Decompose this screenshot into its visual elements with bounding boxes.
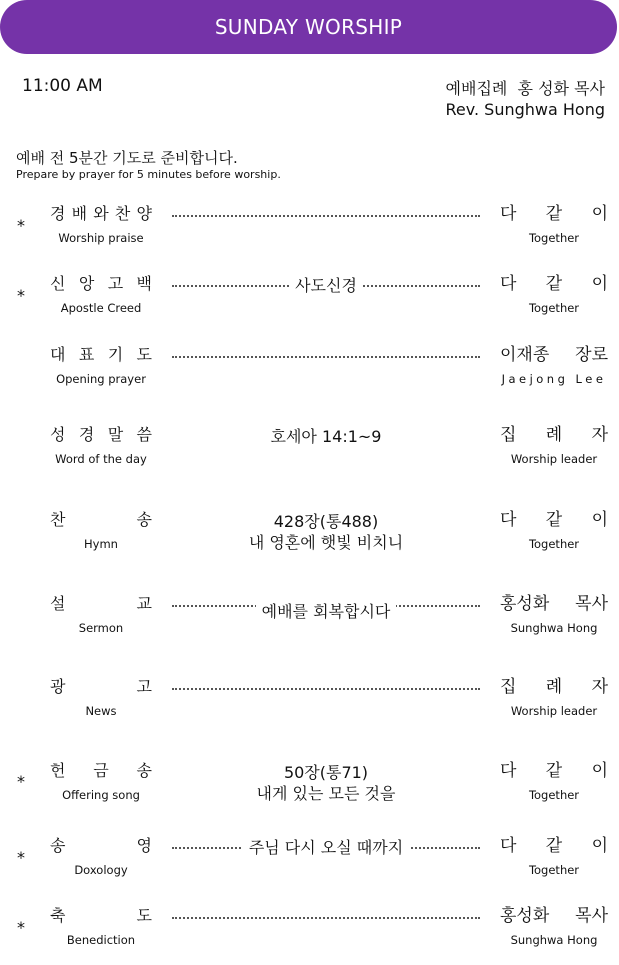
item-title-char: 송 <box>136 510 152 529</box>
item-leader-part: 같 <box>545 274 563 294</box>
item-leader <box>500 509 608 551</box>
item-title-ko <box>50 905 152 927</box>
item-title-ko <box>50 203 152 225</box>
item-content-text <box>172 426 480 447</box>
item-leader <box>500 676 608 718</box>
item-leader-part: 목사 <box>575 906 608 926</box>
item-leader-ko <box>500 760 608 782</box>
dotted-leader <box>172 215 480 217</box>
item-leader-part: 같 <box>545 510 563 530</box>
item-content <box>172 344 480 398</box>
item-title-en: Doxology <box>74 863 128 877</box>
item-title-en: News <box>85 704 117 718</box>
prayer-notice <box>16 148 281 182</box>
item-title-char: 대 <box>50 345 66 364</box>
item-leader <box>500 593 608 635</box>
item-title-char: 말 <box>107 425 124 444</box>
item-title-char: 고 <box>136 677 152 696</box>
item-content <box>172 273 480 327</box>
required-stand-marker: * <box>17 918 25 937</box>
item-title <box>50 424 152 466</box>
item-leader-part: 자 <box>591 677 608 697</box>
item-title-char: 광 <box>50 677 66 696</box>
item-title-char: 앙 <box>78 274 95 293</box>
item-title-char: 축 <box>50 906 66 925</box>
item-leader-part: 이 <box>591 510 608 530</box>
item-leader-en: Together <box>528 863 580 877</box>
item-leader <box>500 905 608 947</box>
item-title <box>50 273 152 315</box>
item-content-text <box>172 275 480 296</box>
item-title-en: Offering song <box>62 788 140 802</box>
item-title-char: 교 <box>136 594 152 613</box>
order-item <box>0 273 619 333</box>
item-title <box>50 905 152 947</box>
item-leader-part: 같 <box>545 761 563 781</box>
item-leader-ko <box>500 344 608 366</box>
item-content <box>172 676 480 730</box>
item-content-text <box>172 511 480 553</box>
item-leader-part: 례 <box>545 425 563 445</box>
item-leader-part: 홍성화 <box>500 594 550 614</box>
item-leader-ko <box>500 509 608 531</box>
required-stand-marker: * <box>17 772 25 791</box>
item-leader-en: Together <box>528 788 580 802</box>
order-item <box>0 835 619 895</box>
item-title-char: 기 <box>107 345 124 364</box>
item-leader-ko <box>500 905 608 927</box>
item-content-label: 사도신경 <box>289 276 363 295</box>
item-content-text <box>172 601 480 622</box>
item-title <box>50 593 152 635</box>
item-title-char: 씀 <box>136 425 152 444</box>
order-item <box>0 676 619 736</box>
item-content-text <box>172 762 480 804</box>
item-leader-part: 장로 <box>575 345 608 365</box>
item-title-en: Sermon <box>78 621 124 635</box>
item-title-ko <box>50 676 152 698</box>
required-stand-marker: * <box>17 286 25 305</box>
item-title-char: 영 <box>136 836 152 855</box>
item-leader-en: Together <box>528 231 580 245</box>
item-content-line: 428장(통488) <box>273 512 379 531</box>
item-title-ko <box>50 760 152 782</box>
item-leader-part: 이 <box>591 274 608 294</box>
item-content <box>172 509 480 563</box>
item-leader-en: Sunghwa Hong <box>510 621 598 635</box>
item-content-label: 호세아 14:1~9 <box>265 427 388 446</box>
item-title-char: 경 <box>78 425 95 444</box>
header-banner <box>0 0 617 54</box>
item-leader-part: 다 <box>500 204 517 224</box>
dotted-leader <box>172 356 480 358</box>
item-leader-part: 이 <box>591 204 608 224</box>
presider-ko: 예배집례 홍 성화 목사 <box>445 79 605 98</box>
required-stand-marker: * <box>17 216 25 235</box>
item-content <box>172 835 480 889</box>
item-leader-en: Sunghwa Hong <box>510 933 598 947</box>
dotted-leader <box>172 688 480 690</box>
item-leader-ko <box>500 835 608 857</box>
item-title-char: 배 <box>71 204 88 223</box>
item-title-en: Worship praise <box>58 231 144 245</box>
order-item <box>0 509 619 569</box>
item-content <box>172 593 480 647</box>
item-title <box>50 344 152 386</box>
item-title-en: Hymn <box>84 537 118 551</box>
item-leader-part: 다 <box>500 761 517 781</box>
item-leader <box>500 760 608 802</box>
order-item <box>0 905 619 965</box>
item-title-char: 송 <box>136 761 152 780</box>
item-title-en: Word of the day <box>55 452 147 466</box>
item-title-char: 설 <box>50 594 66 613</box>
item-title-ko <box>50 593 152 615</box>
item-leader-part: 목사 <box>575 594 608 614</box>
item-title-char: 금 <box>93 761 109 780</box>
item-title-char: 신 <box>50 274 66 293</box>
item-leader-part: 같 <box>545 836 563 856</box>
item-title-char: 양 <box>136 204 152 223</box>
item-title <box>50 760 152 802</box>
item-leader-part: 집 <box>500 677 517 697</box>
item-title-ko <box>50 835 152 857</box>
item-content-line: 50장(통71) <box>283 763 369 782</box>
item-title-en: Apostle Creed <box>60 301 142 315</box>
item-title-char: 찬 <box>114 204 131 223</box>
item-title-char: 도 <box>136 345 152 364</box>
item-title-char: 헌 <box>50 761 66 780</box>
item-leader <box>500 344 608 386</box>
item-title-char: 표 <box>78 345 95 364</box>
item-leader-ko <box>500 424 608 446</box>
header-title: SUNDAY WORSHIP <box>214 15 403 39</box>
item-title-en: Opening prayer <box>56 372 146 386</box>
item-leader-en: Jaejong Lee <box>501 372 607 386</box>
item-leader-en: Worship leader <box>510 452 598 466</box>
item-title-ko <box>50 509 152 531</box>
item-leader <box>500 835 608 877</box>
item-leader-ko <box>500 203 608 225</box>
item-title-ko <box>50 424 152 446</box>
item-leader-part: 다 <box>500 510 517 530</box>
item-leader-part: 집 <box>500 425 517 445</box>
item-content <box>172 203 480 257</box>
item-content-line: 내 영혼에 햇빛 비치니 <box>248 533 404 552</box>
order-item <box>0 760 619 820</box>
item-leader <box>500 203 608 245</box>
item-title <box>50 203 152 245</box>
notice-ko: 예배 전 5분간 기도로 준비합니다. <box>16 149 238 167</box>
service-time: 11:00 AM <box>22 76 103 96</box>
item-leader <box>500 273 608 315</box>
item-title-char: 찬 <box>50 510 66 529</box>
item-title-en: Benediction <box>66 933 136 947</box>
item-content <box>172 905 480 959</box>
item-title-ko <box>50 344 152 366</box>
presider-block <box>446 78 605 120</box>
item-leader-ko <box>500 273 608 295</box>
order-item <box>0 203 619 263</box>
order-item <box>0 593 619 653</box>
presider-en: Rev. Sunghwa Hong <box>445 100 605 119</box>
item-content <box>172 424 480 478</box>
item-title-char: 와 <box>93 204 109 223</box>
item-leader-ko <box>500 676 608 698</box>
item-content-label: 주님 다시 오실 때까지 <box>243 838 409 857</box>
item-leader-part: 례 <box>545 677 563 697</box>
item-leader-part: 이재종 <box>500 345 550 365</box>
order-item <box>0 424 619 484</box>
item-content-label: 예배를 회복합시다 <box>256 602 397 621</box>
item-content-line: 내게 있는 모든 것을 <box>256 784 396 803</box>
item-title-ko <box>50 273 152 295</box>
notice-en: Prepare by prayer for 5 minutes before worship. <box>16 168 281 181</box>
item-leader-en: Together <box>528 537 580 551</box>
item-leader-part: 이 <box>591 836 608 856</box>
item-title-char: 성 <box>50 425 66 444</box>
item-title <box>50 676 152 718</box>
item-leader-part: 같 <box>545 204 563 224</box>
item-leader-en: Worship leader <box>510 704 598 718</box>
required-stand-marker: * <box>17 848 25 867</box>
item-content-text <box>172 837 480 858</box>
item-leader-ko <box>500 593 608 615</box>
item-leader-part: 홍성화 <box>500 906 550 926</box>
item-leader-part: 다 <box>500 836 517 856</box>
item-leader-part: 다 <box>500 274 517 294</box>
item-content <box>172 760 480 814</box>
item-leader-part: 자 <box>591 425 608 445</box>
item-leader-part: 이 <box>591 761 608 781</box>
order-item <box>0 344 619 404</box>
item-title-char: 도 <box>136 906 152 925</box>
item-title <box>50 835 152 877</box>
item-title-char: 경 <box>50 204 66 223</box>
item-title <box>50 509 152 551</box>
item-title-char: 백 <box>136 274 152 293</box>
item-title-char: 송 <box>50 836 66 855</box>
item-leader <box>500 424 608 466</box>
item-leader-en: Together <box>528 301 580 315</box>
dotted-leader <box>172 917 480 919</box>
item-title-char: 고 <box>107 274 124 293</box>
